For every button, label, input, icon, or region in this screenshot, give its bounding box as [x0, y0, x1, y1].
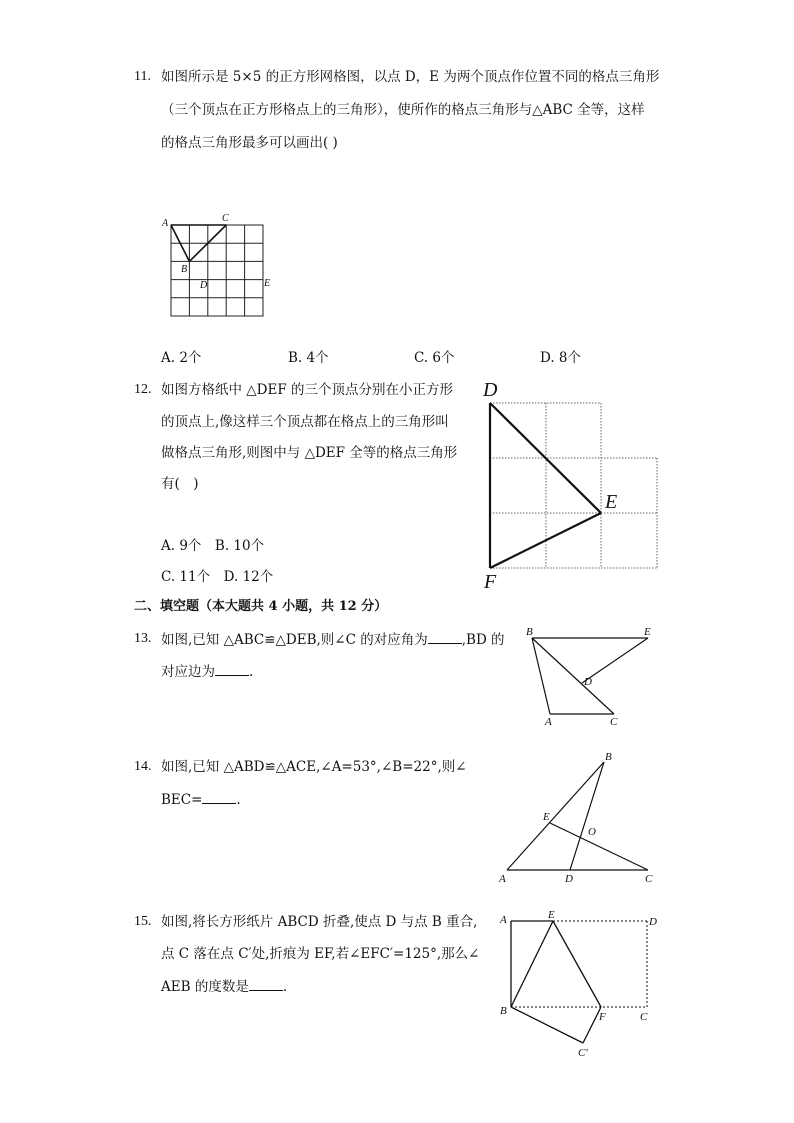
q14-triangle-figure [495, 748, 665, 888]
q15-number: 15. [134, 914, 152, 929]
q14-blank [202, 790, 236, 804]
q13-triangle-figure [520, 624, 660, 728]
q14-label-c: C [645, 873, 653, 885]
q15-fold-figure [495, 905, 665, 1065]
q13-label-c: C [610, 716, 618, 728]
q13-text-line2-b: . [249, 664, 254, 680]
q15-text-line2: 点 C 落在点 C′处,折痕为 EF,若∠EFC′=125°,那么∠ [161, 946, 480, 962]
q14-label-b: B [605, 751, 612, 763]
q14-label-e: E [543, 811, 550, 823]
q15-text-line3-b: . [282, 979, 288, 995]
q11-label-d: D [200, 280, 208, 291]
q14-label-a: A [499, 873, 506, 885]
q13-label-b: B [526, 626, 533, 638]
q11-label-a: A [162, 218, 169, 229]
q14-label-o: O [588, 826, 596, 838]
q11-text-line1: 如图所示是 5×5 的正方形网格图，以点 D，E 为两个顶点作位置不同的格点三角形 [161, 69, 660, 85]
q15-label-a: A [500, 914, 507, 926]
q15-text-line3-a: AEB 的度数是 [161, 979, 249, 995]
q15-text-line3 [161, 977, 287, 996]
q11-text-line3: 的格点三角形最多可以画出( ) [161, 135, 338, 151]
q14-text-line2 [161, 790, 241, 809]
q15-label-c-prime: C′ [578, 1047, 588, 1059]
q12-text-line4: 有( ) [161, 476, 199, 492]
q13-text-line1-a: 如图,已知 △ABC≌△DEB,则∠C 的对应角为 [161, 632, 428, 648]
q11-option-b: B. 4个 [288, 350, 329, 366]
q11-label-e: E [264, 278, 271, 289]
q12-label-f: F [484, 571, 497, 593]
q13-text-line1 [161, 630, 505, 649]
q11-label-b: B [181, 264, 188, 275]
q14-number: 14. [134, 759, 152, 774]
q14-text-line1: 如图,已知 △ABD≌△ACE,∠A=53°,∠B=22°,则∠ [161, 759, 467, 775]
q11-option-c: C. 6个 [414, 350, 455, 366]
q11-label-c: C [222, 213, 229, 224]
q11-number: 11. [134, 69, 151, 84]
q15-label-e: E [548, 909, 555, 921]
q13-blank-2 [215, 662, 249, 676]
q11-text-line2: （三个顶点在正方形格点上的三角形），使所作的格点三角形与△ABC 全等，这样 [161, 102, 645, 118]
q15-blank [249, 977, 283, 991]
q12-text-line3: 做格点三角形,则图中与 △DEF 全等的格点三角形 [161, 445, 458, 461]
q11-option-a: A. 2个 [161, 350, 202, 366]
section-title-fill-in: 二、填空题（本大题共 4 小题，共 12 分） [134, 599, 388, 614]
q13-text-line1-b: ,BD 的 [461, 632, 505, 648]
q15-label-b: B [500, 1005, 507, 1017]
q12-text-line2: 的顶点上,像这样三个顶点都在格点上的三角形叫 [161, 414, 449, 430]
q13-label-d: D [584, 676, 592, 688]
q13-label-e: E [644, 626, 651, 638]
q12-number: 12. [134, 382, 152, 397]
q14-text-line2-b: . [236, 792, 241, 808]
q12-grid-figure [480, 376, 670, 591]
q12-text-line1: 如图方格纸中 △DEF 的三个顶点分别在小正方形 [161, 382, 454, 398]
q15-label-d: D [649, 916, 657, 928]
q14-text-line2-a: BEC= [161, 792, 203, 808]
q11-grid-figure [160, 212, 270, 322]
q13-text-line2 [161, 662, 253, 681]
q15-label-c: C [640, 1011, 648, 1023]
q12-options-row2: C. 11个 D. 12个 [161, 569, 274, 585]
q13-text-line2-a: 对应边为 [161, 664, 215, 680]
q12-label-d: D [483, 379, 498, 401]
q13-label-a: A [545, 716, 552, 728]
q13-blank-1 [428, 630, 462, 644]
q11-option-d: D. 8个 [540, 350, 582, 366]
q12-options-row1: A. 9个 B. 10个 [161, 538, 265, 554]
q14-label-d: D [565, 873, 573, 885]
q13-number: 13. [134, 631, 152, 646]
q15-text-line1: 如图,将长方形纸片 ABCD 折叠,使点 D 与点 B 重合, [161, 914, 478, 930]
q12-label-e: E [605, 491, 618, 513]
q15-label-f: F [599, 1011, 606, 1023]
